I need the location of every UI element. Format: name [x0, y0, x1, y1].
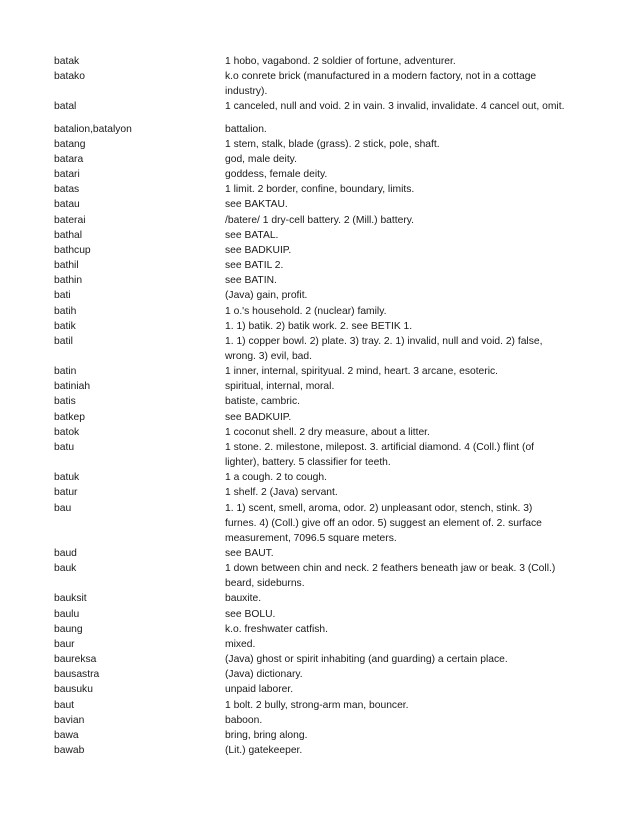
entry-term: batas	[54, 184, 80, 196]
entry-term: bawa	[54, 729, 79, 741]
dictionary-entry	[54, 243, 584, 258]
entry-definition: 1 down between chin and neck. 2 feathers beneath jaw or beak. 3 (Coll.) beard, sideburns.	[225, 563, 556, 590]
entry-definition: batiste, cambric.	[225, 396, 300, 408]
entry-term: bathcup	[54, 244, 91, 256]
entry-definition: 1 stone. 2. milestone, milepost. 3. artificial diamond. 4 (Coll.) flint (of lighter), battery. 5 classifier for teeth.	[225, 441, 535, 469]
entry-definition: 1. 1) copper bowl. 2) plate. 3) tray. 2. 1) invalid, null and void. 2) false, wrong. 3) evil, bad.	[225, 335, 543, 362]
dictionary-entry	[54, 319, 584, 334]
entry-term: baur	[54, 638, 75, 650]
entry-term: batin	[54, 366, 77, 378]
dictionary-entry	[54, 728, 584, 743]
entry-definition: baboon.	[225, 714, 263, 726]
entry-term: baung	[54, 623, 83, 635]
dictionary-entry	[54, 137, 584, 152]
entry-definition: see BAUT.	[225, 548, 274, 559]
entry-term: bawab	[54, 745, 85, 757]
entry-term: bau	[54, 502, 72, 514]
dictionary-entry	[54, 228, 584, 243]
entry-definition: see BOLU.	[225, 608, 276, 620]
entry-definition: battalion.	[225, 123, 267, 135]
entry-term: batak	[54, 56, 80, 67]
dictionary-entry	[54, 167, 584, 182]
dictionary-entry	[54, 273, 584, 288]
entry-definition: god, male deity.	[225, 153, 297, 165]
entry-term: bausuku	[54, 684, 93, 696]
dictionary-entry	[54, 379, 584, 394]
dictionary-entry	[54, 197, 584, 212]
entry-definition: 1. 1) scent, smell, aroma, odor. 2) unpleasant odor, stench, stink. 3) furnes. 4) (Coll.) give off an odor. 5) suggest an element of. 2. surface measurement, 7096.5 square meters.	[225, 502, 542, 544]
entry-definition: 1 stem, stalk, blade (grass). 2 stick, pole, shaft.	[225, 138, 440, 150]
entry-term: batako	[54, 71, 85, 83]
entry-term: batari	[54, 169, 80, 181]
entry-term: bati	[54, 290, 71, 302]
dictionary-entry	[54, 667, 584, 682]
entry-definition: see BATAL.	[225, 229, 279, 241]
entry-definition: see BATIL 2.	[225, 260, 284, 272]
entry-term: bathin	[54, 275, 83, 287]
entry-term: batis	[54, 396, 76, 408]
entry-definition: mixed.	[225, 638, 256, 650]
entry-definition: see BADKUIP.	[225, 244, 292, 256]
entry-definition: 1 coconut shell. 2 dry measure, about a litter.	[225, 426, 430, 438]
entry-term: bausastra	[54, 669, 100, 681]
dictionary-entry	[54, 713, 584, 728]
entry-term: batur	[54, 487, 78, 499]
dictionary-entry	[54, 501, 584, 546]
entry-list	[54, 54, 584, 758]
dictionary-entry	[54, 122, 584, 137]
dictionary-entry	[54, 485, 584, 500]
entry-definition: 1 hobo, vagabond. 2 soldier of fortune, adventurer.	[225, 56, 456, 67]
entry-term: batok	[54, 426, 80, 438]
entry-term: baterai	[54, 214, 86, 226]
entry-term: baut	[54, 699, 75, 711]
entry-definition: see BATIN.	[225, 275, 277, 287]
entry-term: batik	[54, 320, 76, 332]
dictionary-entry	[54, 652, 584, 667]
dictionary-entry	[54, 258, 584, 273]
entry-term: bathal	[54, 229, 83, 241]
entry-term: batiniah	[54, 381, 91, 393]
entry-term: bathil	[54, 260, 79, 272]
dictionary-entry	[54, 591, 584, 606]
dictionary-entry	[54, 394, 584, 409]
dictionary-entry	[54, 607, 584, 622]
entry-definition: 1 canceled, null and void. 2 in vain. 3 invalid, invalidate. 4 cancel out, omit.	[225, 101, 565, 113]
entry-definition: 1. 1) batik. 2) batik work. 2. see BETIK 1.	[225, 320, 413, 332]
entry-definition: /batere/ 1 dry-cell battery. 2 (Mill.) battery.	[225, 214, 415, 226]
entry-term: batal	[54, 101, 77, 113]
entry-term: batu	[54, 441, 75, 453]
dictionary-entry	[54, 470, 584, 485]
dictionary-entry	[54, 561, 584, 591]
entry-definition: bring, bring along.	[225, 729, 308, 741]
entry-term: batalion,batalyon	[54, 123, 132, 135]
dictionary-entry	[54, 69, 584, 99]
dictionary-entry	[54, 99, 584, 114]
dictionary-entry	[54, 410, 584, 425]
entry-term: baureksa	[54, 654, 97, 666]
entry-term: batih	[54, 305, 77, 317]
entry-term: batuk	[54, 472, 80, 484]
entry-definition: 1 inner, internal, spirityual. 2 mind, heart. 3 arcane, esoteric.	[225, 366, 499, 378]
dictionary-entry	[54, 182, 584, 197]
dictionary-entry	[54, 213, 584, 228]
dictionary-entry	[54, 546, 584, 561]
dictionary-entry	[54, 622, 584, 637]
entry-term: baud	[54, 548, 77, 559]
entry-term: bauksit	[54, 593, 87, 605]
dictionary-entry	[54, 54, 584, 69]
entry-term: baulu	[54, 608, 80, 620]
entry-definition: k.o conrete brick (manufactured in a modern factory, not in a cottage industry).	[225, 71, 537, 98]
entry-definition: k.o. freshwater catfish.	[225, 623, 329, 635]
entry-definition: 1 limit. 2 border, confine, boundary, limits.	[225, 184, 415, 196]
entry-definition: 1 shelf. 2 (Java) servant.	[225, 487, 338, 499]
entry-definition: (Java) ghost or spirit inhabiting (and guarding) a certain place.	[225, 654, 508, 666]
entry-term: batil	[54, 335, 73, 347]
entry-definition: see BAKTAU.	[225, 199, 288, 211]
entry-term: bavian	[54, 714, 85, 726]
dictionary-entry	[54, 698, 584, 713]
dictionary-entry	[54, 743, 584, 758]
dictionary-entry	[54, 425, 584, 440]
entry-term: batkep	[54, 411, 85, 423]
entry-term: batara	[54, 153, 84, 165]
entry-definition: (Lit.) gatekeeper.	[225, 745, 303, 757]
entry-definition: goddess, female deity.	[225, 169, 328, 181]
entry-definition: 1 bolt. 2 bully, strong-arm man, bouncer.	[225, 699, 409, 711]
dictionary-entry	[54, 440, 584, 470]
entry-definition: 1 o.'s household. 2 (nuclear) family.	[225, 305, 387, 317]
dictionary-entry	[54, 288, 584, 303]
dictionary-entry	[54, 334, 584, 364]
dictionary-entry	[54, 364, 584, 379]
entry-term: batang	[54, 138, 86, 150]
entry-definition: spiritual, internal, moral.	[225, 381, 335, 393]
entry-definition: (Java) dictionary.	[225, 669, 303, 681]
dictionary-entry	[54, 304, 584, 319]
dictionary-entry	[54, 152, 584, 167]
entry-definition: bauxite.	[225, 593, 262, 605]
entry-definition: (Java) gain, profit.	[225, 290, 308, 302]
entry-term: batau	[54, 199, 80, 211]
dictionary-entry	[54, 682, 584, 697]
entry-definition: 1 a cough. 2 to cough.	[225, 472, 327, 484]
entry-term: bauk	[54, 563, 77, 575]
entry-definition: unpaid laborer.	[225, 684, 294, 696]
entry-definition: see BADKUIP.	[225, 411, 292, 423]
dictionary-entry	[54, 637, 584, 652]
